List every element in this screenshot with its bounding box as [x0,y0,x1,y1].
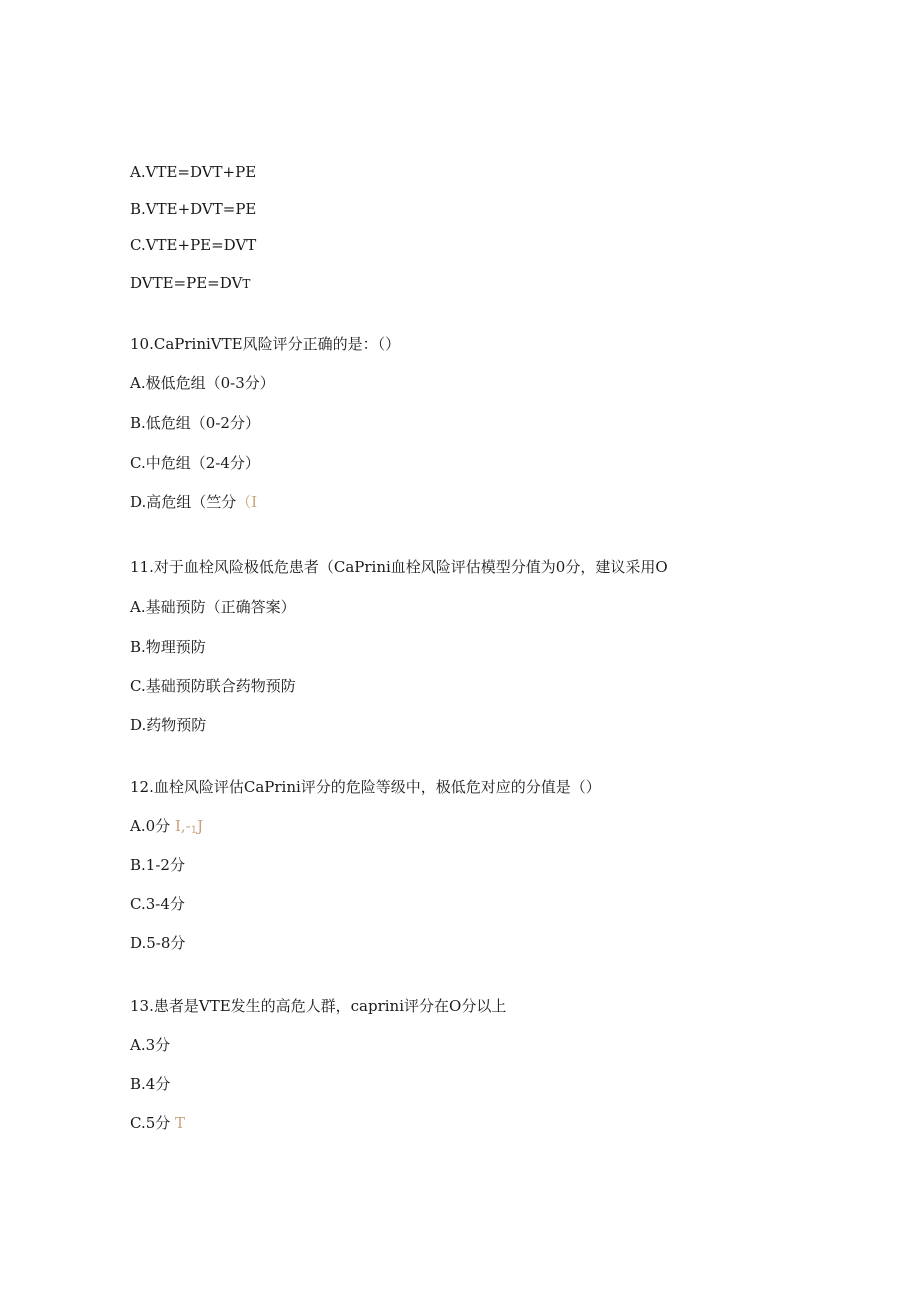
q12-option-b: B.1-2分 [130,856,185,874]
question-12: 12.血栓风险评估CaPrini评分的危险等级中，极低危对应的分值是（） [130,778,601,796]
q11-option-b: B.物理预防 [130,638,206,656]
q10-option-d [130,492,257,512]
option-d [130,273,250,294]
option-d-text: DVTE=PE=DV [130,274,243,292]
q11-option-d: D.药物预防 [130,716,207,734]
answer-mark-part-1: I,- [174,817,191,835]
q13-option-c [130,1113,185,1133]
q13-option-b: B.4分 [130,1075,171,1093]
answer-mark-part-2: J [197,817,204,835]
q13-option-c-text: C.5分 [130,1114,171,1132]
question-13: 13.患者是VTE发生的高危人群，caprini评分在O分以上 [130,997,507,1015]
q12-option-a-text: A.0分 [130,817,171,835]
q10-option-d-text: D.高危组（竺分 [130,493,237,511]
question-10: 10.CaPriniVTE风险评分正确的是：（） [130,335,401,353]
q10-option-b: B.低危组（0-2分） [130,414,260,432]
option-a: A.VTE=DVT+PE [130,163,257,181]
question-11: 11.对于血栓风险极低危患者（CaPrini血栓风险评估模型分值为0分，建议采用O [130,558,668,576]
answer-mark: T [175,1114,186,1132]
q12-option-c: C.3-4分 [130,895,185,913]
q13-option-a: A.3分 [130,1036,171,1054]
answer-mark: （I [236,493,258,511]
q11-option-a: A.基础预防（正确答案） [130,598,296,616]
q12-option-d: D.5-8分 [130,934,186,952]
q11-option-c: C.基础预防联合药物预防 [130,677,296,695]
option-d-suffix: T [242,277,251,291]
answer-mark [175,817,203,835]
answer-mark-sub: 1 [190,825,198,836]
q12-option-a [130,816,203,841]
q10-option-a: A.极低危组（0-3分） [130,374,275,392]
q10-option-c: C.中危组（2-4分） [130,454,260,472]
option-b: B.VTE+DVT=PE [130,200,257,218]
option-c: C.VTE+PE=DVT [130,236,257,254]
